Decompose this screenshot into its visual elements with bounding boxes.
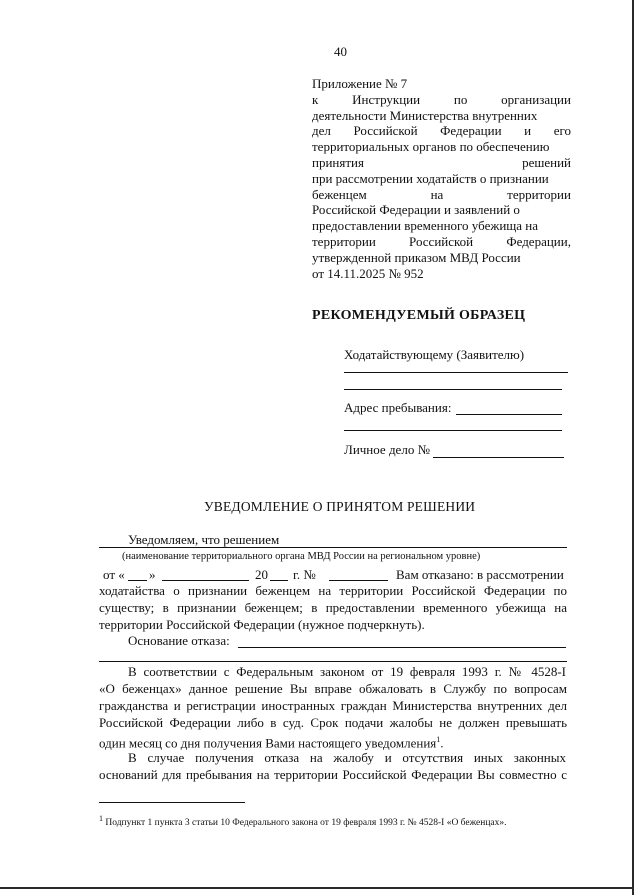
month-blank — [162, 580, 249, 581]
authority-line — [99, 547, 567, 548]
appendix-word: Федерации — [440, 123, 502, 139]
appendix-word: принятия — [312, 154, 364, 170]
appendix-word: организации — [501, 91, 571, 107]
paragraph-end: . — [440, 735, 444, 751]
year-suffix: г. № — [293, 567, 316, 582]
address-line-1 — [456, 414, 562, 415]
appendix-word: на — [430, 186, 444, 202]
date-quote-close: » — [149, 567, 156, 582]
appeal-paragraph-text: «О беженцах» данное решение Вы вправе обжаловать в Службу по вопросам — [99, 681, 567, 696]
appendix-line — [312, 171, 571, 187]
petitioner-line-1 — [344, 372, 568, 373]
refused-tail: Вам отказано: в рассмотрении — [396, 567, 564, 582]
appendix-word: предоставлении временного убежища на — [312, 218, 539, 234]
footnote-text: Подпункт 1 пункта 3 статьи 10 Федерального закона от 19 февраля 1993 г. № 4528-I «О беженцах». — [105, 818, 507, 829]
appendix-word: деятельности Министерства внутренних — [312, 107, 538, 123]
appendix-word: Российской Федерации и заявлений о — [312, 202, 520, 218]
personal-file-line — [433, 457, 564, 458]
appeal-paragraph-line — [99, 681, 567, 697]
decision-number-blank — [329, 580, 388, 581]
appendix-line — [312, 266, 571, 282]
appendix-line — [312, 139, 571, 155]
appendix-block — [312, 76, 571, 281]
appendix-word: и — [524, 123, 532, 139]
appendix-word: территории — [507, 186, 571, 202]
appendix-word: Российской — [353, 123, 418, 139]
address-line-2 — [344, 430, 562, 431]
authority-hint: (наименование территориального органа МВД России на региональном уровне) — [122, 551, 481, 562]
refusal-paragraph-line: оснований для пребывания на территории Российской Федерации Вы совместно с — [99, 767, 567, 782]
appeal-paragraph-line — [99, 732, 444, 751]
body-line-4: территории Российской Федерации (нужное подчеркнуть). — [99, 617, 425, 632]
day-blank — [128, 580, 147, 581]
appendix-word: территориальных органов по обеспечению — [312, 139, 550, 155]
recommended-sample-heading: РЕКОМЕНДУЕМЫЙ ОБРАЗЕЦ — [312, 308, 526, 323]
petitioner-label: Ходатайствующему (Заявителю) — [344, 347, 525, 362]
appendix-lines — [312, 92, 571, 282]
appendix-word: Федерации, — [506, 233, 571, 249]
appendix-line — [312, 155, 571, 171]
appendix-word: утвержденной приказом МВД России — [312, 249, 521, 265]
appendix-word: дел — [312, 123, 331, 139]
appendix-word: решений — [522, 154, 571, 170]
appendix-word: беженцем — [312, 186, 367, 202]
appendix-word: его — [553, 123, 571, 139]
date-from: от « — [103, 567, 125, 582]
appendix-line — [312, 234, 571, 250]
appendix-line — [312, 92, 571, 108]
refusal-paragraph-line: В случае получения отказа на жалобу и отсутствия иных законных — [128, 750, 566, 765]
appeal-paragraph-text: В соответствии с Федеральным законом от 19 февраля 1993 г. № 4528-I — [128, 664, 566, 679]
personal-file-label: Личное дело № — [344, 442, 430, 457]
appeal-paragraph-line — [99, 698, 567, 714]
appendix-line — [312, 123, 571, 139]
appendix-line — [312, 218, 571, 234]
appendix-line — [312, 202, 571, 218]
scan-border-right — [632, 0, 634, 895]
grounds-line-1 — [238, 647, 566, 648]
footnote-ref: 1 — [436, 735, 441, 744]
appendix-line — [312, 250, 571, 266]
appeal-paragraph-line — [128, 664, 566, 680]
footnote — [99, 814, 507, 828]
petitioner-line-2 — [344, 389, 562, 390]
appeal-paragraph-line — [99, 715, 567, 731]
address-label: Адрес пребывания: — [344, 400, 452, 415]
grounds-line-2 — [99, 661, 567, 662]
appendix-word: при рассмотрении ходатайств о признании — [312, 170, 549, 186]
appeal-paragraph-text: один месяц со дня получения Вами настоящего уведомления — [99, 735, 437, 751]
appendix-word: к — [312, 91, 319, 107]
appendix-word: Российской — [409, 233, 474, 249]
page-number: 40 — [334, 44, 347, 59]
appendix-title: Приложение № 7 — [312, 76, 408, 91]
scan-border-bottom — [0, 887, 634, 889]
appendix-line — [312, 108, 571, 124]
notify-line: Уведомляем, что решением — [128, 532, 280, 547]
appendix-line — [312, 187, 571, 203]
footnote-mark: 1 — [99, 814, 103, 823]
body-line-2: ходатайства о признании беженцем на территории Российской Федерации по — [99, 583, 567, 598]
appeal-paragraph-text: гражданства и регистрации иностранных граждан Министерства внутренних дел — [99, 698, 567, 713]
appendix-word: по — [453, 91, 468, 107]
notice-title: УВЕДОМЛЕНИЕ О ПРИНЯТОМ РЕШЕНИИ — [204, 499, 476, 514]
body-line-3: существу; в признании беженцем; в предоставлении временного убежища на — [99, 600, 567, 615]
appendix-word: от 14.11.2025 № 952 — [312, 265, 424, 281]
year-blank — [270, 580, 288, 581]
appendix-word: территории — [312, 233, 376, 249]
footnote-separator — [99, 802, 245, 803]
appendix-word: Инструкции — [352, 91, 421, 107]
appeal-paragraph-text: Российской Федерации либо в суд. Срок подачи жалобы не должен превышать — [99, 715, 567, 730]
year-prefix: 20 — [255, 567, 268, 582]
grounds-label: Основание отказа: — [128, 633, 230, 648]
